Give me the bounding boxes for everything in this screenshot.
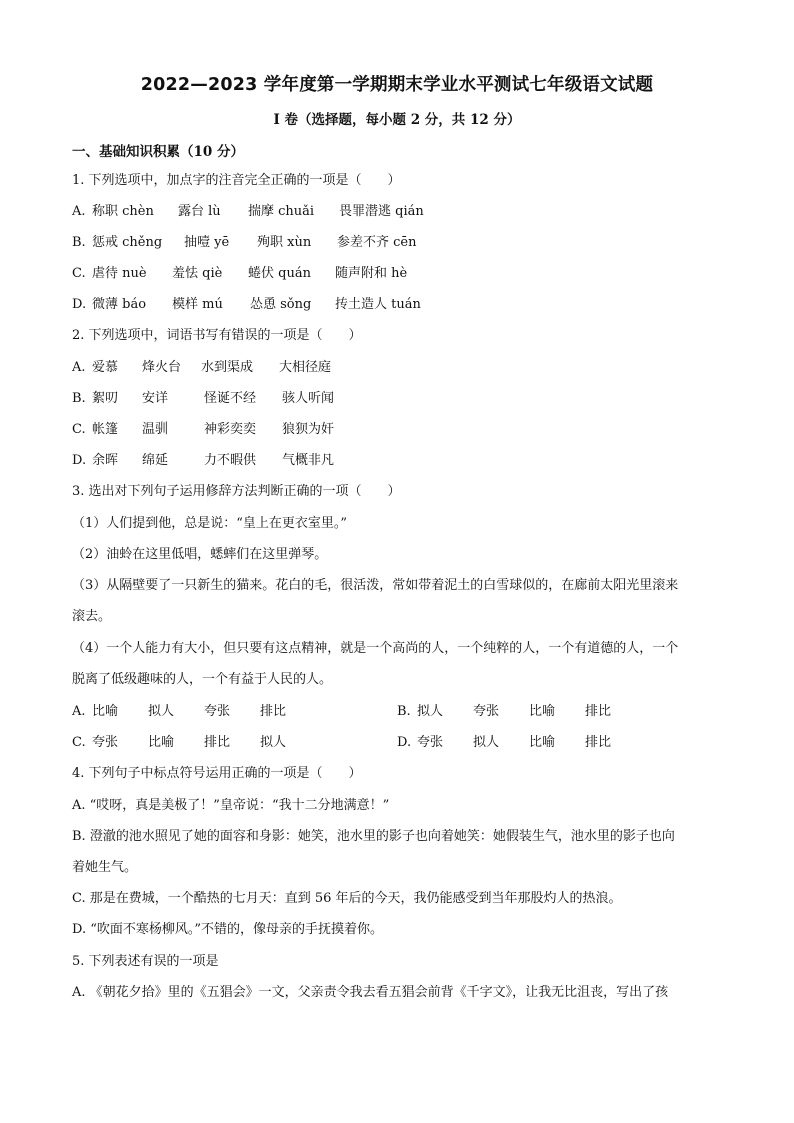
option-item: 气概非凡 [282,453,335,468]
option-item: 怂恿 sǒng [250,297,312,312]
q5-stem: 5. 下列表述有误的一项是 [72,954,219,969]
option-item: 拟人 [473,735,500,750]
option-item: 随声附和 hè [335,266,408,281]
option-item: 绵延 [142,453,169,468]
option-item: 比喻 [529,704,556,719]
option-item: 惩戒 chěng [92,235,163,250]
option-item: 温驯 [142,422,169,437]
q4-option-b: B. 澄澈的池水照见了她的面容和身影：她笑，池水里的影子也向着她笑：她假装生气，池水里的影子也向 [72,829,675,844]
q3-sentence-4: （4）一个人能力有大小，但只要有这点精神，就是一个高尚的人，一个纯粹的人，一个有道德的人，一个 [72,641,679,656]
q4-option-a: A. “哎呀，真是美极了！”皇帝说：“我十二分地满意！” [72,798,390,813]
option-label: D. [72,453,87,468]
option-item: 排比 [204,735,231,750]
option-label: B. [397,704,411,719]
option-item: 畏罪潜逃 qián [339,204,424,219]
option-item: 夸张 [92,735,119,750]
option-item: 拟人 [148,704,175,719]
option-item: 烽火台 [142,360,182,375]
option-item: 爱慕 [92,360,119,375]
option-item: 力不暇供 [204,453,257,468]
q4-option-c: C. 那是在费城，一个酷热的七月天：直到 56 年后的今天，我仍能感受到当年那股灼人的热浪。 [72,891,622,906]
q3-sentence-4-cont: 脱离了低级趣味的人，一个有益于人民的人。 [72,672,333,687]
option-item: 神彩奕奕 [204,422,257,437]
q3-sentence-3-cont: 滚去。 [72,609,112,624]
option-item: 称职 chèn [92,204,154,219]
option-item: 帐篷 [92,422,119,437]
option-item: 比喻 [92,704,119,719]
section-heading: 一、基础知识积累（10 分） [72,144,244,160]
option-label: D. [397,735,412,750]
option-item: 排比 [585,704,612,719]
option-item: 排比 [585,735,612,750]
page-subtitle: I 卷（选择题，每小题 2 分，共 12 分） [273,112,521,128]
q5-option-a: A. 《朝花夕拾》里的《五猖会》一文，父亲责令我去看五猖会前背《千字文》，让我无比沮丧，写出了孩 [72,985,669,1000]
option-item: 大相径庭 [279,360,332,375]
q3-stem: 3. 选出对下列句子运用修辞方法判断正确的一项（ ） [72,484,401,499]
option-label: D. [72,297,87,312]
q4-stem: 4. 下列句子中标点符号运用正确的一项是（ ） [72,766,362,781]
option-item: 抟土造人 tuán [335,297,421,312]
q4-option-b-cont: 着她生气。 [72,860,138,875]
option-item: 模样 mú [172,297,223,312]
option-item: 抽噎 yē [184,235,230,250]
q3-sentence-3: （3）从隔壁要了一只新生的猫来。花白的毛，很活泼，常如带着泥土的白雪球似的，在廊前太阳光里滚来 [72,578,679,593]
option-item: 排比 [260,704,287,719]
option-label: C. [72,735,86,750]
q3-sentence-1: （1）人们提到他，总是说：“皇上在更衣室里。” [72,516,348,531]
option-item: 露台 lù [178,204,221,219]
option-item: 比喻 [529,735,556,750]
option-item: 夸张 [204,704,231,719]
option-item: 参差不齐 cēn [337,235,417,250]
q2-stem: 2. 下列选项中，词语书写有错误的一项是（ ） [72,328,362,343]
option-label: C. [72,266,86,281]
option-item: 骇人听闻 [282,391,335,406]
option-item: 夸张 [417,735,444,750]
option-item: 拟人 [260,735,287,750]
option-item: 安详 [142,391,169,406]
option-item: 拟人 [417,704,444,719]
option-item: 水到渠成 [201,360,254,375]
q4-option-d: D. “吹面不寒杨柳风。”不错的，像母亲的手抚摸着你。 [72,922,384,937]
option-label: B. [72,235,86,250]
option-item: 余晖 [92,453,119,468]
q1-stem: 1. 下列选项中，加点字的注音完全正确的一项是（ ） [72,173,401,188]
option-item: 夸张 [473,704,500,719]
option-label: A. [72,704,86,719]
option-item: 狼狈为奸 [282,422,335,437]
option-item: 微薄 báo [92,297,147,312]
option-label: A. [72,360,86,375]
page-title: 2022—2023 学年度第一学期期末学业水平测试七年级语文试题 [140,75,654,95]
option-item: 比喻 [148,735,175,750]
option-label: C. [72,422,86,437]
option-item: 蜷伏 quán [248,266,311,281]
option-label: A. [72,204,86,219]
option-label: B. [72,391,86,406]
option-item: 虐待 nuè [92,266,147,281]
option-item: 殉职 xùn [257,235,312,250]
option-item: 揣摩 chuǎi [248,204,315,219]
option-item: 絮叨 [92,391,119,406]
option-item: 怪诞不经 [204,391,257,406]
option-item: 羞怯 qiè [172,266,223,281]
q3-sentence-2: （2）油蛉在这里低唱，蟋蟀们在这里弹琴。 [72,547,328,562]
